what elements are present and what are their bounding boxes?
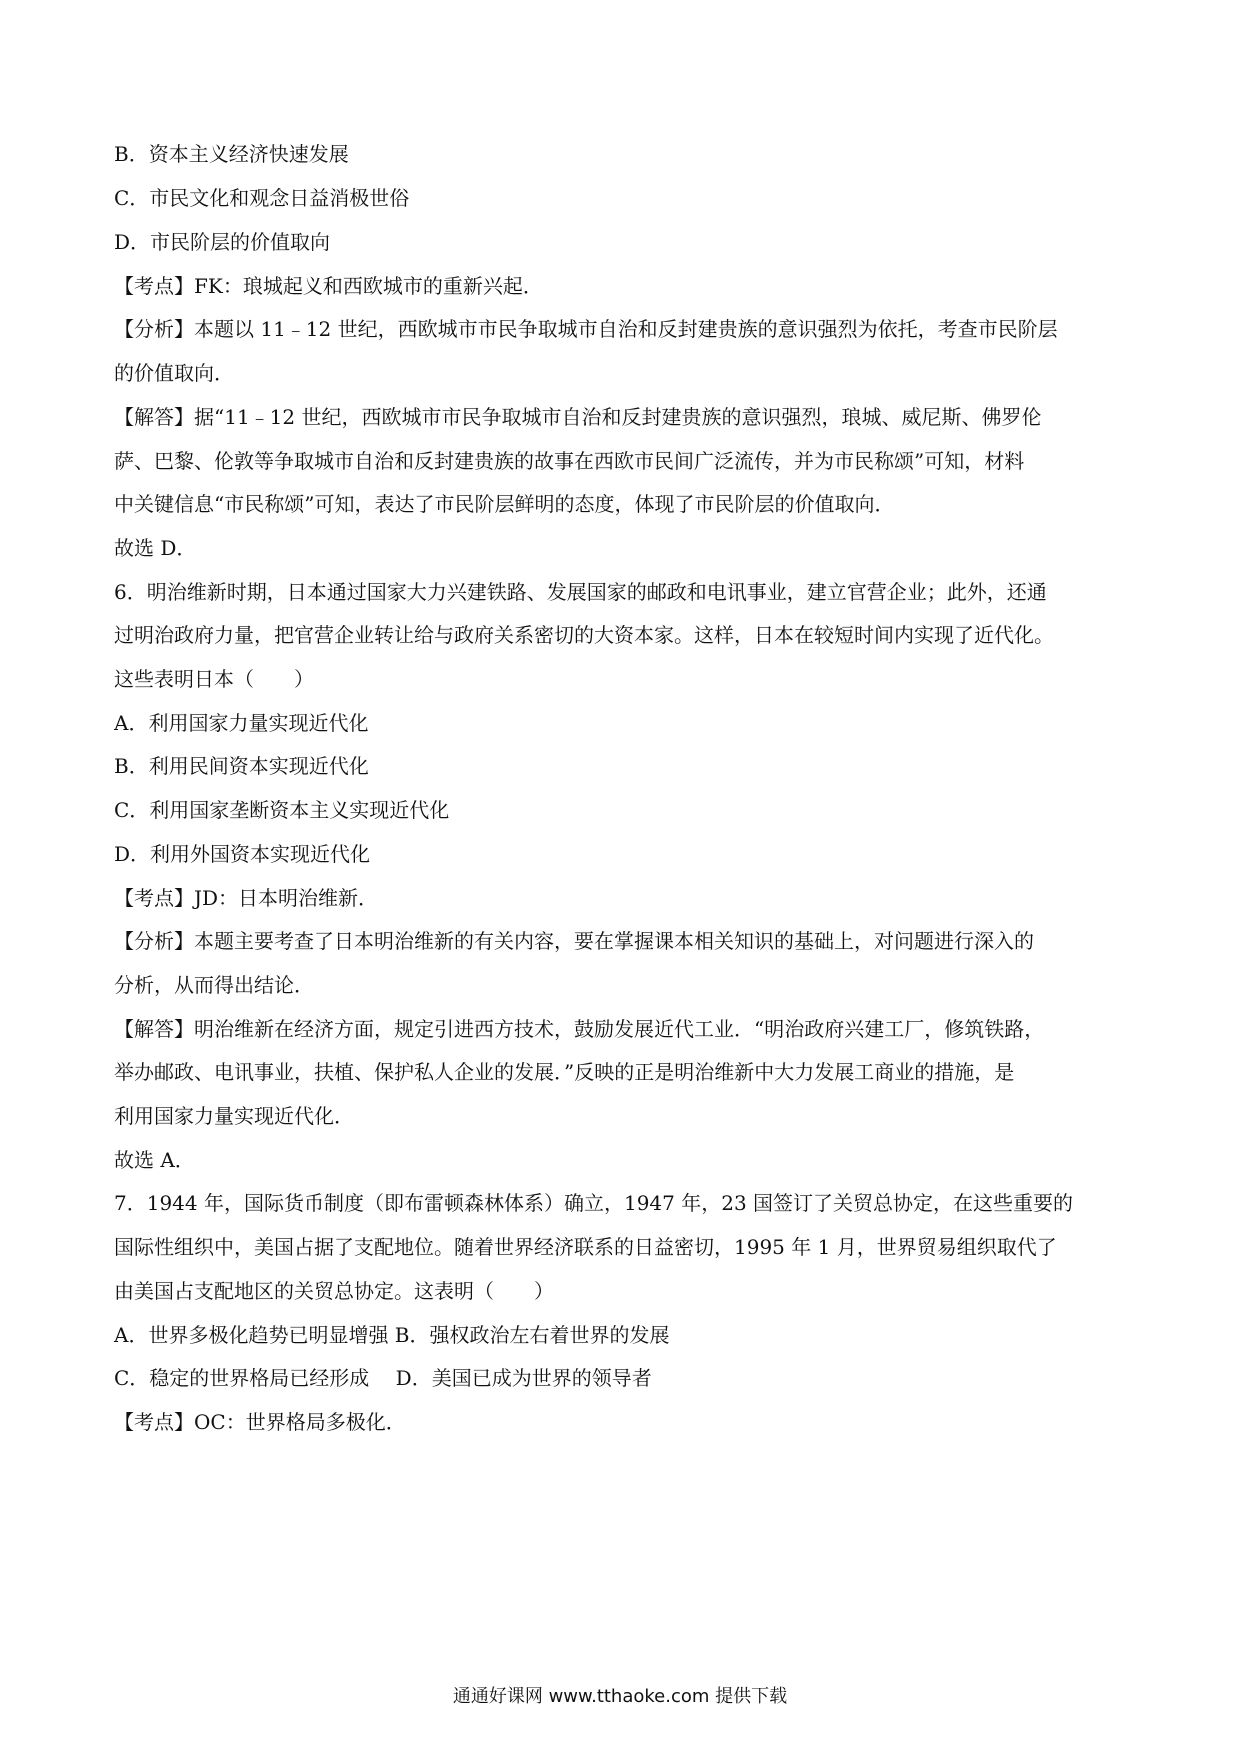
text-line: C．利用国家垄断资本主义实现近代化 (114, 798, 450, 822)
text-line: 【考点】OC：世界格局多极化． (114, 1410, 406, 1434)
text-line: 中关键信息“市民称颂”可知，表达了市民阶层鲜明的态度，体现了市民阶层的价值取向． (114, 492, 895, 516)
text-line: 由美国占支配地区的关贸总协定。这表明（ ） (114, 1279, 554, 1303)
text-line: 过明治政府力量，把官营企业转让给与政府关系密切的大资本家。这样，日本在较短时间内实现了近代化。 (114, 623, 1054, 647)
text-line: A．利用国家力量实现近代化 (114, 711, 369, 735)
text-line: B．利用民间资本实现近代化 (114, 754, 369, 778)
text-line: 6．明治维新时期，日本通过国家大力兴建铁路、发展国家的邮政和电讯事业，建立官营企业；此外，还通 (114, 580, 1047, 604)
text-line: 【分析】本题主要考查了日本明治维新的有关内容，要在掌握课本相关知识的基础上，对问题进行深入的 (114, 929, 1034, 953)
text-line: B．资本主义经济快速发展 (114, 142, 349, 166)
text-line: 【考点】JD：日本明治维新． (114, 886, 379, 910)
text-line: C．稳定的世界格局已经形成 D．美国已成为世界的领导者 (114, 1366, 652, 1390)
text-line: 【考点】FK：琅城起义和西欧城市的重新兴起． (114, 274, 543, 298)
page-footer: 通通好课网 www.tthaoke.com 提供下载 (452, 1686, 788, 1707)
text-line: 利用国家力量实现近代化． (114, 1104, 354, 1128)
text-line: 【解答】据“11﹣12 世纪，西欧城市市民争取城市自治和反封建贵族的意识强烈，琅城、威尼斯、佛罗伦 (114, 405, 1042, 429)
text-line: 7．1944 年，国际货币制度（即布雷顿森林体系）确立，1947 年，23 国签订了关贸总协定，在这些重要的 (114, 1191, 1074, 1215)
text-line: 故选 A． (114, 1148, 195, 1172)
text-line: 的价值取向． (114, 361, 234, 385)
text-line: 萨、巴黎、伦敦等争取城市自治和反封建贵族的故事在西欧市民间广泛流传，并为市民称颂”可知，材料 (114, 449, 1025, 473)
text-line: A．世界多极化趋势已明显增强 B．强权政治左右着世界的发展 (114, 1323, 670, 1347)
text-line: D．市民阶层的价值取向 (114, 230, 331, 254)
text-line: 这些表明日本（ ） (114, 667, 314, 691)
text-line: 国际性组织中，美国占据了支配地位。随着世界经济联系的日益密切，1995 年 1 月，世界贸易组织取代了 (114, 1235, 1057, 1259)
text-line: 【解答】明治维新在经济方面，规定引进西方技术，鼓励发展近代工业．“明治政府兴建工厂，修筑铁路， (114, 1017, 1045, 1041)
text-line: 【分析】本题以 11﹣12 世纪，西欧城市市民争取城市自治和反封建贵族的意识强烈为依托，考查市民阶层 (114, 317, 1058, 341)
text-line: 举办邮政、电讯事业，扶植、保护私人企业的发展．”反映的正是明治维新中大力发展工商业的措施，是 (114, 1060, 1015, 1084)
text-line: C．市民文化和观念日益消极世俗 (114, 186, 410, 210)
text-line: D．利用外国资本实现近代化 (114, 842, 371, 866)
text-line: 分析，从而得出结论． (114, 973, 314, 997)
text-line: 故选 D． (114, 536, 197, 560)
